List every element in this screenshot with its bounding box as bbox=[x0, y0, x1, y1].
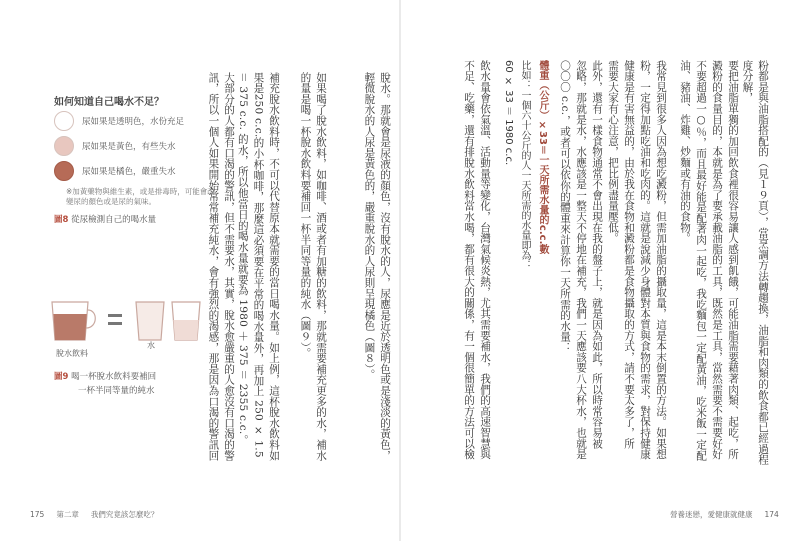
water-cup-label: 水 bbox=[147, 341, 155, 350]
urine-level-label: 尿如果是透明色，水份充足 bbox=[82, 117, 185, 127]
running-title: 營養迷戀，愛健康就健康 bbox=[670, 510, 753, 519]
page-number: 175 bbox=[30, 510, 45, 519]
formula-example-intro: 比如：一個六十公斤的人一天所需的水量即為： bbox=[519, 60, 530, 270]
body-text-column: 澱粉的食量目的，本就是為了要承載油脂的工具，既然是工具，當然需要不需要好好 bbox=[711, 60, 723, 460]
cups-caption-line2: 一杯半同等量的純水 bbox=[78, 386, 155, 396]
body-text-column: 我常見到很多人因為想吃澱粉，但需加油脂的攝取量，這是本末倒置的方法。如果想 bbox=[655, 60, 667, 460]
caption-number: 圖9 bbox=[54, 372, 69, 382]
body-text-column: 要把油脂單獨的加回飲食裡很容易讓人感到飢餓，可能油脂需要藉著肉類、起吃，所 bbox=[727, 60, 739, 460]
body-text-column: 不要超過一○％，而且最好能是配著肉一起吃，我吃麵包一定配黃油，吃米飯一定配 bbox=[695, 60, 707, 461]
body-text-block: 補充脫水飲料時，不可以代替原本就需要的當日喝水量。如上例，這杯脫水飲料如果是250 c.c.的小杯咖啡，那麼這必須要在平常的喝水量外，再加上 250 × 1.5 ＝ 375 c.c. 的水，所以他當日的喝水量就要為 1980 ＋ 375 ＝ 2355 c.c.。 bbox=[236, 72, 280, 462]
formula-heading bbox=[534, 60, 550, 280]
urine-level-yellow bbox=[54, 135, 176, 157]
urine-level-label: 尿如果是黃色，有些失水 bbox=[82, 142, 176, 152]
urine-level-clear bbox=[54, 110, 184, 132]
body-text-column: 忽略，那就是水，水應該是一整天不停地在補充，我們一天應該要八大杯水，也就是 bbox=[575, 60, 587, 460]
drink-cup-icon bbox=[52, 302, 95, 340]
body-text-column: 不足、吃藥，還有排脫水飲料當水喝，都有很大的關係，有一個很簡單的方法可以檢 bbox=[463, 60, 475, 460]
urine-level-label: 尿如果是橘色，嚴重失水 bbox=[82, 167, 176, 177]
body-text-column: 粉都是與油脂搭配的（見１９頁），當烹調方法轉趨換，油脂和肉類的飲食都已經過程度分解， bbox=[741, 60, 769, 466]
color-dot-icon bbox=[54, 136, 74, 156]
gutter bbox=[399, 0, 401, 541]
body-text-column: 需要大家有心注意，把比例盡量壓低。 bbox=[607, 60, 619, 244]
color-dot-icon bbox=[54, 161, 74, 181]
chapter-label: 第二章 bbox=[56, 510, 79, 519]
body-text-block: 如果喝了脫水飲料，如咖啡、酒或者有加糖的飲料，那就需要補充更多的水，補水的量是喝一杯脫水飲料要補回一杯半同等量的純水（圖９）。 bbox=[299, 72, 327, 461]
figure-title: 如何知道自己喝水不足？ bbox=[54, 97, 164, 108]
left-folio bbox=[30, 509, 158, 520]
body-text-column: 油、豬油、炸雞、炒麵或有油的食物。 bbox=[679, 60, 691, 244]
formula-text: 體重（公斤）×33＝一天所需水量的c.c.數 bbox=[537, 60, 548, 255]
formula-example-calc: 60 × 33 ＝ 1980 c.c. bbox=[503, 60, 514, 166]
body-text-column: 此外，還有一樣食物通常不會出現在我的盤子上，就是因為如此，所以時常容易被 bbox=[591, 60, 603, 449]
body-text-column: 〇〇〇 c.c.，或者可以依你的體重來計算你一天所需的水量： bbox=[559, 60, 571, 353]
figure-caption bbox=[54, 213, 156, 225]
body-text-block: 大部分的人都有口渴的警訊，但不需要水，其實，脫水愈嚴重的人愈沒有口渴的警訊，所以一個人如果開始常常補充純水，會有強烈的渴感，那是因為口渴的警訊回 bbox=[207, 72, 235, 461]
body-text-block: 脫水。那就會是尿液的顏色，沒有脫水的人，尿應是近於透明色或是淺淡的黃色，輕微脫水的人尿是黃色的，嚴重脫水的人尿則呈現橘色（圖８）。 bbox=[363, 72, 391, 461]
body-text-column: 健康是有害無益的，由於我在食物和澱粉都是食物攝取的方式，請不要太多了，所 bbox=[623, 60, 635, 449]
color-dot-icon bbox=[54, 111, 74, 131]
cups-caption bbox=[54, 370, 156, 382]
body-text-column: 粉，一定得加點吃油和吃肉的。這就是說減少身體對本質與食物的需求，對保持健康 bbox=[639, 60, 651, 460]
water-cup-icon bbox=[136, 302, 164, 340]
half-water-cup-icon bbox=[172, 302, 200, 340]
running-title: 我們究竟該怎麼吃？ bbox=[90, 510, 159, 519]
cups-illustration bbox=[48, 296, 208, 344]
caption-text: 從尿檢測自己的喝水量 bbox=[71, 215, 157, 225]
figure-note: ※加黃藥物與維生素，或是排毒時，可能會改變尿的顏色或是尿的氣味。 bbox=[66, 187, 215, 206]
caption-number: 圖8 bbox=[54, 215, 69, 225]
caption-text: 喝一杯脫水飲料要補回 bbox=[71, 372, 157, 382]
urine-level-orange bbox=[54, 160, 176, 182]
right-folio bbox=[670, 509, 779, 520]
drink-cup-label: 脫水飲料 bbox=[56, 349, 88, 358]
body-text-column: 飲水量會依氣溫、活動量等變化，台灣氣候炎熱，尤其需要補水，我們的高速智慧與 bbox=[479, 60, 491, 460]
equals-sign-icon bbox=[108, 314, 122, 325]
page-number: 174 bbox=[764, 510, 779, 519]
